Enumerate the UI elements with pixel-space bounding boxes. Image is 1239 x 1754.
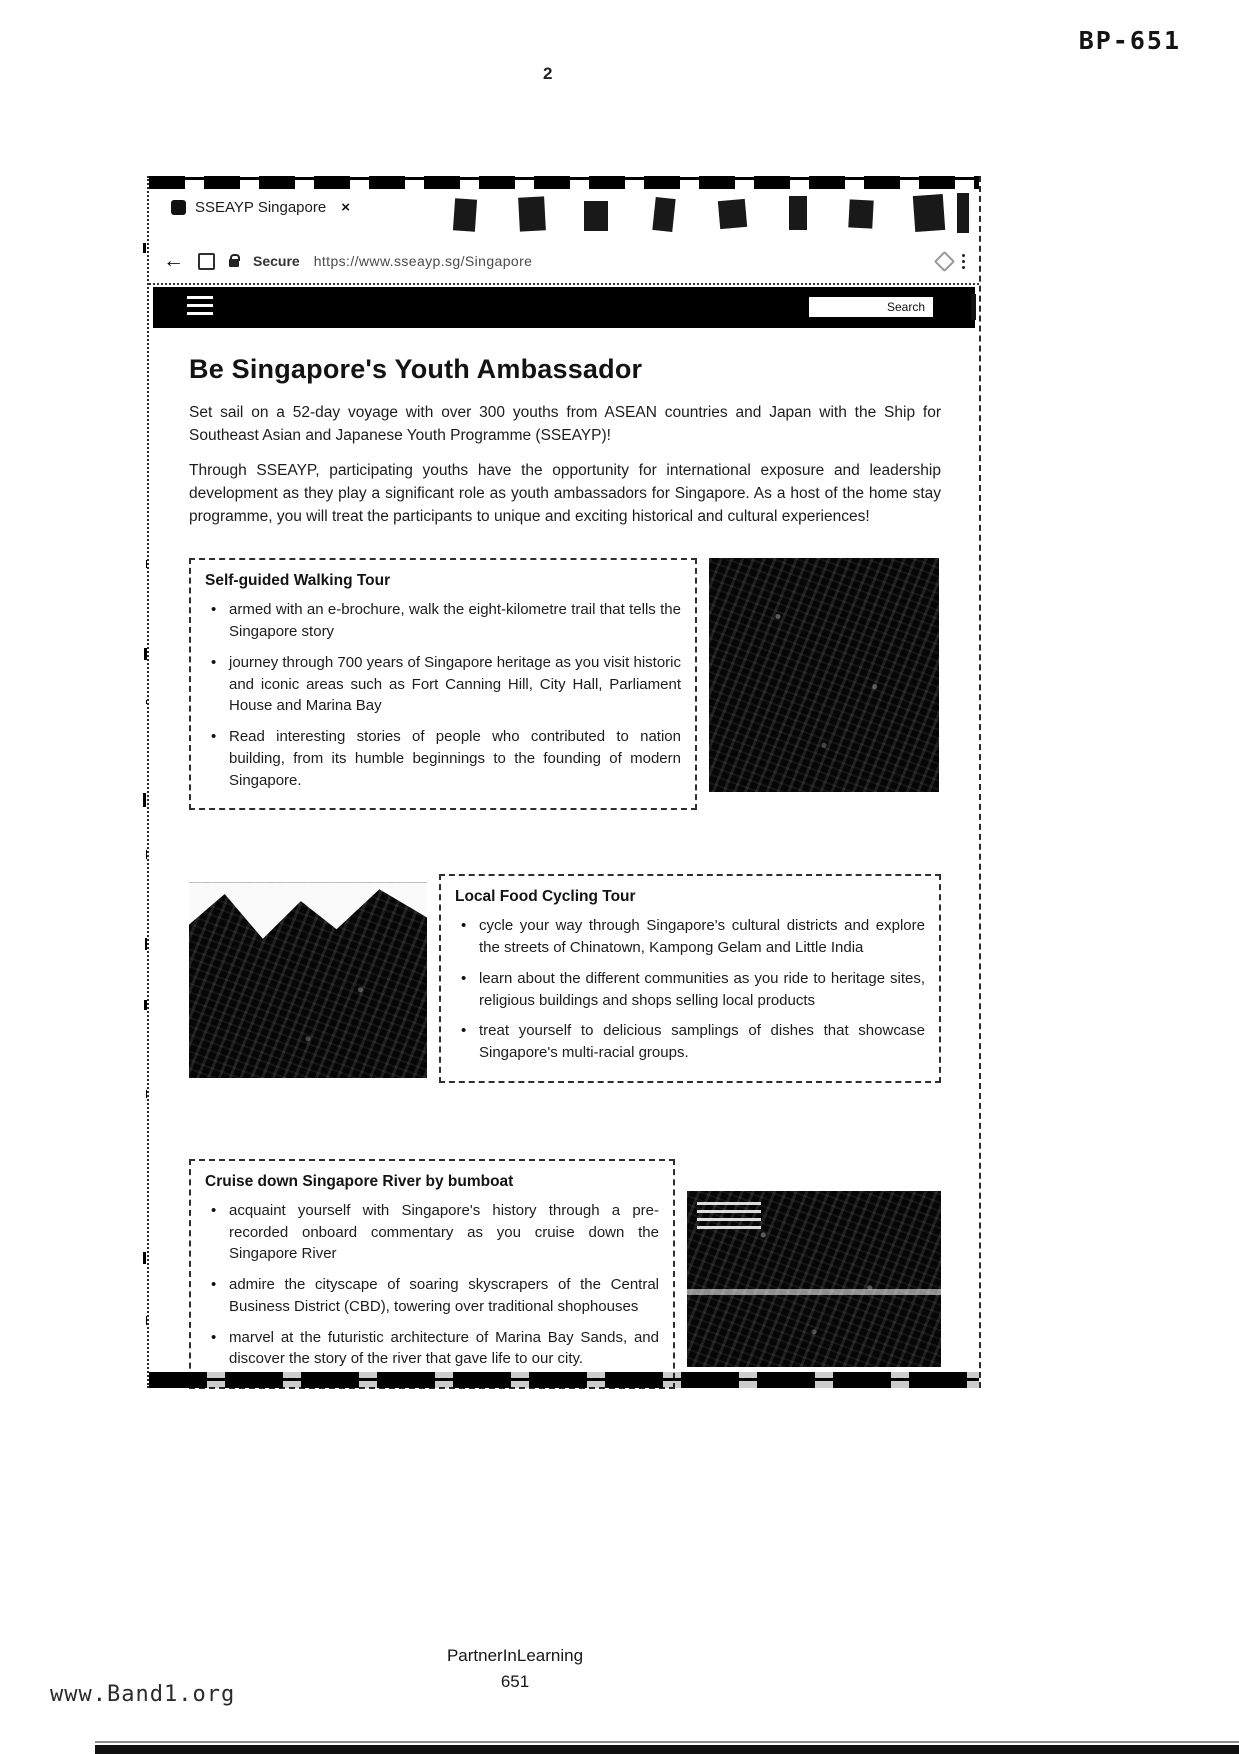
search-input[interactable] (809, 297, 933, 317)
footer-page-number: 651 (500, 1672, 530, 1691)
bullet-list (205, 599, 681, 791)
browser-address-bar (149, 239, 979, 285)
walking-tour-photo (709, 558, 939, 792)
scan-artifact (143, 243, 146, 253)
section-river-cruise (189, 1159, 941, 1389)
scan-edge-line (95, 1741, 1239, 1743)
bullet-list (205, 1200, 659, 1370)
scan-smudges (409, 191, 969, 237)
list-item: • admire the cityscape of soaring skyscrapers of the Central Business District (CBD), towering over traditional shophouses (229, 1274, 659, 1318)
watermark-url: www.Band1.org (50, 1682, 236, 1707)
bullet-list (455, 915, 925, 1064)
bookmark-icon[interactable] (934, 250, 955, 271)
list-item: • learn about the different communities as you ride to heritage sites, religious buildings and shops selling local products (479, 968, 925, 1012)
browser-tab-bar (149, 189, 979, 239)
list-item: • marvel at the futuristic architecture of Marina Bay Sands, and discover the story of the river that gave life to our city. (229, 1327, 659, 1371)
section-heading: Self-guided Walking Tour (205, 572, 391, 590)
browser-window (147, 176, 981, 1388)
river-cruise-photo (687, 1191, 941, 1367)
section-walking-tour (189, 558, 941, 810)
section-cycling-tour (189, 874, 941, 1083)
browser-menu-icon[interactable] (962, 254, 965, 269)
site-nav-bar (153, 287, 975, 328)
intro-paragraphs (189, 401, 941, 528)
cycling-tour-photo (189, 882, 427, 1078)
list-item: • treat yourself to delicious samplings of dishes that showcase Singapore's multi-racial groups. (479, 1020, 925, 1064)
document-code: BP-651 (1078, 26, 1181, 55)
section-heading: Local Food Cycling Tour (455, 888, 636, 906)
tab-title: SSEAYP Singapore (195, 199, 327, 216)
list-item: • armed with an e-brochure, walk the eight-kilometre trail that tells the Singapore story (229, 599, 681, 643)
footer-brand: PartnerInLearning (446, 1646, 584, 1665)
scan-artifact (143, 793, 146, 807)
river-cruise-box (189, 1159, 675, 1389)
cycling-tour-box (439, 874, 941, 1083)
padlock-icon (229, 259, 239, 267)
scan-artifact (143, 1252, 146, 1264)
back-icon[interactable]: ← (163, 249, 184, 272)
secure-label: Secure (253, 253, 300, 269)
tab-close-icon[interactable]: × (341, 199, 350, 216)
site-favicon-icon (171, 200, 186, 215)
page-title: Be Singapore's Youth Ambassador (189, 354, 643, 384)
window-top-edge (149, 176, 979, 189)
scan-edge-strip (95, 1745, 1239, 1754)
intro-paragraph: Through SSEAYP, participating youths have the opportunity for international exposure and leadership development as they play a significant role as youth ambassadors for Singapore. As a host of the home stay programme, you will treat the participants to unique and exciting historical and cultural experiences! (189, 461, 941, 525)
scrollbar-thumb[interactable] (971, 294, 976, 320)
list-item: • journey through 700 years of Singapore heritage as you visit historic and iconic areas such as Fort Canning Hill, City Hall, Parliament House and Marina Bay (229, 652, 681, 717)
reload-icon[interactable] (198, 253, 215, 270)
browser-tab[interactable] (171, 199, 350, 216)
list-item: • acquaint yourself with Singapore's history through a pre-recorded onboard commentary as you cruise down the Singapore River (229, 1200, 659, 1265)
walking-tour-box (189, 558, 697, 810)
window-bottom-edge (149, 1372, 979, 1388)
list-item: • Read interesting stories of people who contributed to nation building, from its humble beginnings to the founding of modern Singapore. (229, 726, 681, 791)
webpage-content (149, 328, 979, 1389)
section-heading: Cruise down Singapore River by bumboat (205, 1172, 514, 1190)
intro-paragraph: Set sail on a 52-day voyage with over 300 youths from ASEAN countries and Japan with the Ship for Southeast Asian and Japanese Youth Programme (SSEAYP)! (189, 404, 941, 445)
page-number: 2 (543, 64, 553, 83)
url-text[interactable]: https://www.sseayp.sg/Singapore (313, 253, 533, 269)
hamburger-menu-icon[interactable] (187, 296, 213, 315)
list-item: • cycle your way through Singapore's cultural districts and explore the streets of Chinatown, Kampong Gelam and Little India (479, 915, 925, 959)
